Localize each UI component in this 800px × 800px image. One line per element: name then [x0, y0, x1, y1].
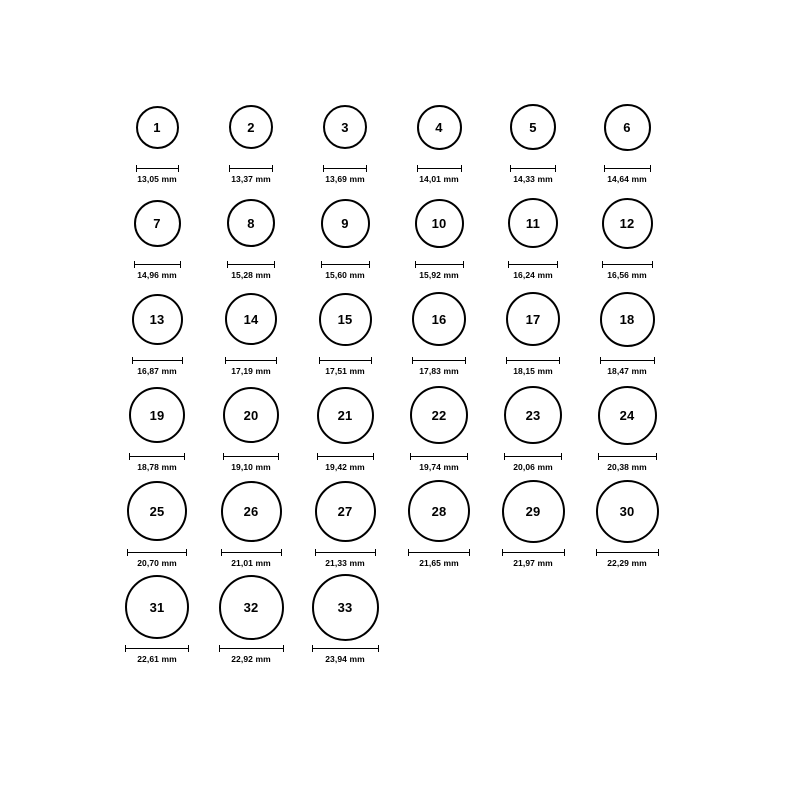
- ring-circle: [125, 575, 189, 639]
- dimension-line: [223, 453, 279, 460]
- ring-circle-wrap: [596, 474, 659, 548]
- ring-circle-wrap: [323, 90, 367, 164]
- ring-circle-wrap: [504, 378, 562, 452]
- ring-diameter-label: 14,64 mm: [607, 174, 647, 184]
- dimension-bar: [127, 552, 187, 553]
- ring-diameter-label: 13,37 mm: [231, 174, 271, 184]
- ring-size-cell: [298, 282, 392, 378]
- ring-diameter-label: 19,74 mm: [419, 462, 459, 472]
- ring-size-cell: [486, 186, 580, 282]
- ring-circle: [415, 199, 464, 248]
- dimension-line: [415, 261, 464, 268]
- ring-diameter-label: 18,15 mm: [513, 366, 553, 376]
- ring-diameter-label: 22,92 mm: [231, 654, 271, 664]
- dimension-bar: [415, 264, 464, 265]
- ring-measurement: [410, 453, 468, 472]
- ring-circle: [506, 292, 560, 346]
- ring-circle: [312, 574, 379, 641]
- ring-circle-wrap: [600, 282, 655, 356]
- ring-measurement: [412, 357, 466, 376]
- ring-measurement: [504, 453, 562, 472]
- ring-measurement: [317, 453, 374, 472]
- ring-size-number: 9: [341, 215, 349, 231]
- ring-size-number: 1: [153, 119, 161, 135]
- dimension-line: [312, 645, 379, 652]
- ring-circle-wrap: [127, 474, 187, 548]
- ring-circle: [229, 105, 273, 149]
- ring-diameter-label: 21,65 mm: [419, 558, 459, 568]
- dimension-line: [221, 549, 282, 556]
- ring-circle: [129, 387, 185, 443]
- ring-size-grid: [110, 90, 700, 666]
- ring-circle: [408, 480, 470, 542]
- ring-circle: [510, 104, 556, 150]
- ring-size-cell: [110, 474, 204, 570]
- ring-measurement: [323, 165, 367, 184]
- ring-diameter-label: 21,33 mm: [325, 558, 365, 568]
- ring-circle-wrap: [221, 474, 282, 548]
- ring-size-number: 4: [435, 119, 443, 135]
- ring-measurement: [415, 261, 464, 280]
- ring-circle-wrap: [321, 186, 370, 260]
- dimension-line: [510, 165, 556, 172]
- ring-diameter-label: 17,51 mm: [325, 366, 365, 376]
- ring-diameter-label: 20,06 mm: [513, 462, 553, 472]
- ring-size-cell: [298, 570, 392, 666]
- ring-circle-wrap: [604, 90, 651, 164]
- dimension-bar: [317, 456, 374, 457]
- ring-circle: [604, 104, 651, 151]
- ring-circle: [410, 386, 468, 444]
- ring-size-cell: [298, 90, 392, 186]
- dimension-bar: [315, 552, 376, 553]
- ring-circle: [600, 292, 655, 347]
- dimension-line: [600, 357, 655, 364]
- ring-circle-wrap: [225, 282, 277, 356]
- ring-measurement: [508, 261, 558, 280]
- ring-circle-wrap: [223, 378, 279, 452]
- ring-circle: [136, 106, 179, 149]
- ring-circle: [317, 387, 374, 444]
- dimension-bar: [134, 264, 181, 265]
- ring-measurement: [219, 645, 284, 664]
- ring-size-number: 24: [619, 407, 635, 423]
- dimension-bar: [321, 264, 370, 265]
- dimension-bar: [319, 360, 372, 361]
- ring-size-cell: [110, 90, 204, 186]
- ring-size-cell: [110, 186, 204, 282]
- ring-circle: [223, 387, 279, 443]
- ring-size-number: 32: [243, 599, 259, 615]
- dimension-bar: [502, 552, 565, 553]
- ring-circle-wrap: [410, 378, 468, 452]
- ring-size-cell: [486, 378, 580, 474]
- ring-size-number: 7: [153, 215, 161, 231]
- ring-measurement: [127, 549, 187, 568]
- dimension-line: [319, 357, 372, 364]
- ring-size-cell: [392, 474, 486, 570]
- ring-measurement: [134, 261, 181, 280]
- ring-measurement: [312, 645, 379, 664]
- ring-diameter-label: 20,70 mm: [137, 558, 177, 568]
- ring-size-number: 28: [431, 503, 447, 519]
- ring-size-number: 21: [337, 407, 353, 423]
- ring-size-number: 16: [431, 311, 447, 327]
- ring-size-cell: [204, 186, 298, 282]
- ring-diameter-label: 17,83 mm: [419, 366, 459, 376]
- dimension-line: [412, 357, 466, 364]
- ring-size-cell: [110, 378, 204, 474]
- ring-measurement: [602, 261, 653, 280]
- ring-size-cell: [204, 474, 298, 570]
- ring-measurement: [129, 453, 185, 472]
- ring-diameter-label: 20,38 mm: [607, 462, 647, 472]
- dimension-line: [127, 549, 187, 556]
- dimension-bar: [598, 456, 657, 457]
- dimension-bar: [229, 168, 273, 169]
- ring-measurement: [510, 165, 556, 184]
- ring-diameter-label: 18,78 mm: [137, 462, 177, 472]
- dimension-line: [410, 453, 468, 460]
- dimension-bar: [136, 168, 179, 169]
- dimension-line: [602, 261, 653, 268]
- dimension-bar: [417, 168, 462, 169]
- ring-size-cell: [580, 186, 674, 282]
- dimension-bar: [408, 552, 470, 553]
- ring-measurement: [417, 165, 462, 184]
- dimension-bar: [125, 648, 189, 649]
- dimension-line: [502, 549, 565, 556]
- ring-measurement: [600, 357, 655, 376]
- ring-measurement: [136, 165, 179, 184]
- dimension-bar: [412, 360, 466, 361]
- ring-diameter-label: 15,28 mm: [231, 270, 271, 280]
- dimension-line: [598, 453, 657, 460]
- dimension-bar: [410, 456, 468, 457]
- dimension-bar: [221, 552, 282, 553]
- dimension-bar: [604, 168, 651, 169]
- ring-circle-wrap: [408, 474, 470, 548]
- ring-circle-wrap: [136, 90, 179, 164]
- ring-circle-wrap: [317, 378, 374, 452]
- ring-size-number: 3: [341, 119, 349, 135]
- ring-size-number: 31: [149, 599, 165, 615]
- dimension-bar: [219, 648, 284, 649]
- ring-diameter-label: 22,61 mm: [137, 654, 177, 664]
- ring-circle-wrap: [312, 570, 379, 644]
- ring-diameter-label: 19,10 mm: [231, 462, 271, 472]
- ring-measurement: [132, 357, 183, 376]
- ring-circle-wrap: [227, 186, 275, 260]
- dimension-line: [134, 261, 181, 268]
- ring-size-number: 30: [619, 503, 635, 519]
- ring-diameter-label: 14,01 mm: [419, 174, 459, 184]
- ring-size-cell: [298, 186, 392, 282]
- ring-size-number: 15: [337, 311, 353, 327]
- ring-diameter-label: 16,56 mm: [607, 270, 647, 280]
- ring-size-cell: [204, 570, 298, 666]
- ring-circle-wrap: [315, 474, 376, 548]
- dimension-bar: [600, 360, 655, 361]
- ring-measurement: [408, 549, 470, 568]
- dimension-bar: [323, 168, 367, 169]
- dimension-line: [596, 549, 659, 556]
- ring-size-cell: [580, 90, 674, 186]
- ring-size-number: 20: [243, 407, 259, 423]
- ring-size-number: 13: [149, 311, 165, 327]
- ring-measurement: [225, 357, 277, 376]
- ring-circle-wrap: [602, 186, 653, 260]
- ring-size-number: 33: [337, 599, 353, 615]
- ring-diameter-label: 13,05 mm: [137, 174, 177, 184]
- ring-circle-wrap: [510, 90, 556, 164]
- ring-size-number: 8: [247, 215, 255, 231]
- ring-circle: [502, 480, 565, 543]
- ring-circle: [127, 481, 187, 541]
- ring-size-cell: [298, 474, 392, 570]
- ring-measurement: [229, 165, 273, 184]
- ring-size-cell: [486, 90, 580, 186]
- dimension-bar: [602, 264, 653, 265]
- ring-diameter-label: 16,87 mm: [137, 366, 177, 376]
- ring-diameter-label: 21,01 mm: [231, 558, 271, 568]
- ring-size-number: 2: [247, 119, 255, 135]
- ring-size-number: 14: [243, 311, 259, 327]
- ring-circle-wrap: [219, 570, 284, 644]
- ring-diameter-label: 22,29 mm: [607, 558, 647, 568]
- ring-size-number: 27: [337, 503, 353, 519]
- ring-circle: [323, 105, 367, 149]
- ring-diameter-label: 16,24 mm: [513, 270, 553, 280]
- ring-size-cell: [392, 186, 486, 282]
- ring-size-cell: [580, 474, 674, 570]
- ring-size-number: 5: [529, 119, 537, 135]
- ring-measurement: [596, 549, 659, 568]
- ring-diameter-label: 13,69 mm: [325, 174, 365, 184]
- ring-diameter-label: 18,47 mm: [607, 366, 647, 376]
- ring-measurement: [227, 261, 275, 280]
- ring-size-number: 25: [149, 503, 165, 519]
- ring-measurement: [598, 453, 657, 472]
- ring-circle: [319, 293, 372, 346]
- ring-diameter-label: 23,94 mm: [325, 654, 365, 664]
- dimension-line: [504, 453, 562, 460]
- ring-size-cell: [486, 474, 580, 570]
- ring-circle: [508, 198, 558, 248]
- ring-diameter-label: 17,19 mm: [231, 366, 271, 376]
- ring-measurement: [604, 165, 651, 184]
- ring-circle-wrap: [417, 90, 462, 164]
- ring-diameter-label: 14,33 mm: [513, 174, 553, 184]
- dimension-bar: [596, 552, 659, 553]
- dimension-bar: [504, 456, 562, 457]
- ring-size-cell: [392, 282, 486, 378]
- ring-size-number: 23: [525, 407, 541, 423]
- ring-circle: [504, 386, 562, 444]
- dimension-line: [604, 165, 651, 172]
- ring-measurement: [502, 549, 565, 568]
- dimension-bar: [132, 360, 183, 361]
- dimension-line: [315, 549, 376, 556]
- ring-circle: [219, 575, 284, 640]
- ring-size-number: 12: [619, 215, 635, 231]
- ring-size-cell: [204, 378, 298, 474]
- dimension-bar: [225, 360, 277, 361]
- ring-size-cell: [580, 282, 674, 378]
- ring-diameter-label: 15,92 mm: [419, 270, 459, 280]
- ring-circle: [412, 292, 466, 346]
- ring-circle-wrap: [598, 378, 657, 452]
- ring-size-number: 29: [525, 503, 541, 519]
- ring-circle-wrap: [134, 186, 181, 260]
- dimension-line: [225, 357, 277, 364]
- ring-diameter-label: 14,96 mm: [137, 270, 177, 280]
- ring-circle-wrap: [125, 570, 189, 644]
- ring-measurement: [125, 645, 189, 664]
- ring-diameter-label: 19,42 mm: [325, 462, 365, 472]
- ring-size-cell: [298, 378, 392, 474]
- ring-size-cell: [110, 282, 204, 378]
- ring-circle-wrap: [229, 90, 273, 164]
- ring-circle-wrap: [415, 186, 464, 260]
- ring-circle: [134, 200, 181, 247]
- ring-measurement: [223, 453, 279, 472]
- dimension-line: [417, 165, 462, 172]
- dimension-line: [323, 165, 367, 172]
- dimension-line: [229, 165, 273, 172]
- dimension-bar: [508, 264, 558, 265]
- dimension-bar: [129, 456, 185, 457]
- ring-size-number: 19: [149, 407, 165, 423]
- ring-size-number: 10: [431, 215, 447, 231]
- ring-circle-wrap: [506, 282, 560, 356]
- ring-circle: [227, 199, 275, 247]
- dimension-line: [408, 549, 470, 556]
- dimension-line: [129, 453, 185, 460]
- dimension-line: [317, 453, 374, 460]
- dimension-bar: [223, 456, 279, 457]
- ring-circle-wrap: [129, 378, 185, 452]
- dimension-line: [506, 357, 560, 364]
- ring-size-cell: [392, 90, 486, 186]
- ring-circle: [221, 481, 282, 542]
- dimension-bar: [312, 648, 379, 649]
- dimension-bar: [506, 360, 560, 361]
- ring-size-number: 18: [619, 311, 635, 327]
- ring-circle-wrap: [132, 282, 183, 356]
- ring-circle: [225, 293, 277, 345]
- ring-measurement: [221, 549, 282, 568]
- ring-measurement: [321, 261, 370, 280]
- dimension-line: [136, 165, 179, 172]
- dimension-line: [125, 645, 189, 652]
- dimension-line: [321, 261, 370, 268]
- ring-size-cell: [392, 378, 486, 474]
- ring-size-number: 26: [243, 503, 259, 519]
- ring-circle: [602, 198, 653, 249]
- ring-circle: [315, 481, 376, 542]
- ring-size-cell: [580, 378, 674, 474]
- ring-circle-wrap: [508, 186, 558, 260]
- dimension-bar: [510, 168, 556, 169]
- ring-size-number: 11: [525, 215, 541, 231]
- ring-measurement: [506, 357, 560, 376]
- ring-circle: [321, 199, 370, 248]
- ring-size-cell: [486, 282, 580, 378]
- ring-circle: [596, 480, 659, 543]
- ring-size-number: 22: [431, 407, 447, 423]
- ring-size-cell: [110, 570, 204, 666]
- ring-size-cell: [204, 90, 298, 186]
- dimension-line: [227, 261, 275, 268]
- ring-circle: [417, 105, 462, 150]
- ring-measurement: [319, 357, 372, 376]
- ring-diameter-label: 15,60 mm: [325, 270, 365, 280]
- dimension-line: [508, 261, 558, 268]
- dimension-line: [219, 645, 284, 652]
- ring-size-number: 6: [623, 119, 631, 135]
- ring-circle-wrap: [412, 282, 466, 356]
- dimension-bar: [227, 264, 275, 265]
- ring-circle-wrap: [319, 282, 372, 356]
- ring-circle: [132, 294, 183, 345]
- ring-measurement: [315, 549, 376, 568]
- dimension-line: [132, 357, 183, 364]
- ring-size-number: 17: [525, 311, 541, 327]
- ring-circle-wrap: [502, 474, 565, 548]
- ring-size-cell: [204, 282, 298, 378]
- ring-diameter-label: 21,97 mm: [513, 558, 553, 568]
- ring-circle: [598, 386, 657, 445]
